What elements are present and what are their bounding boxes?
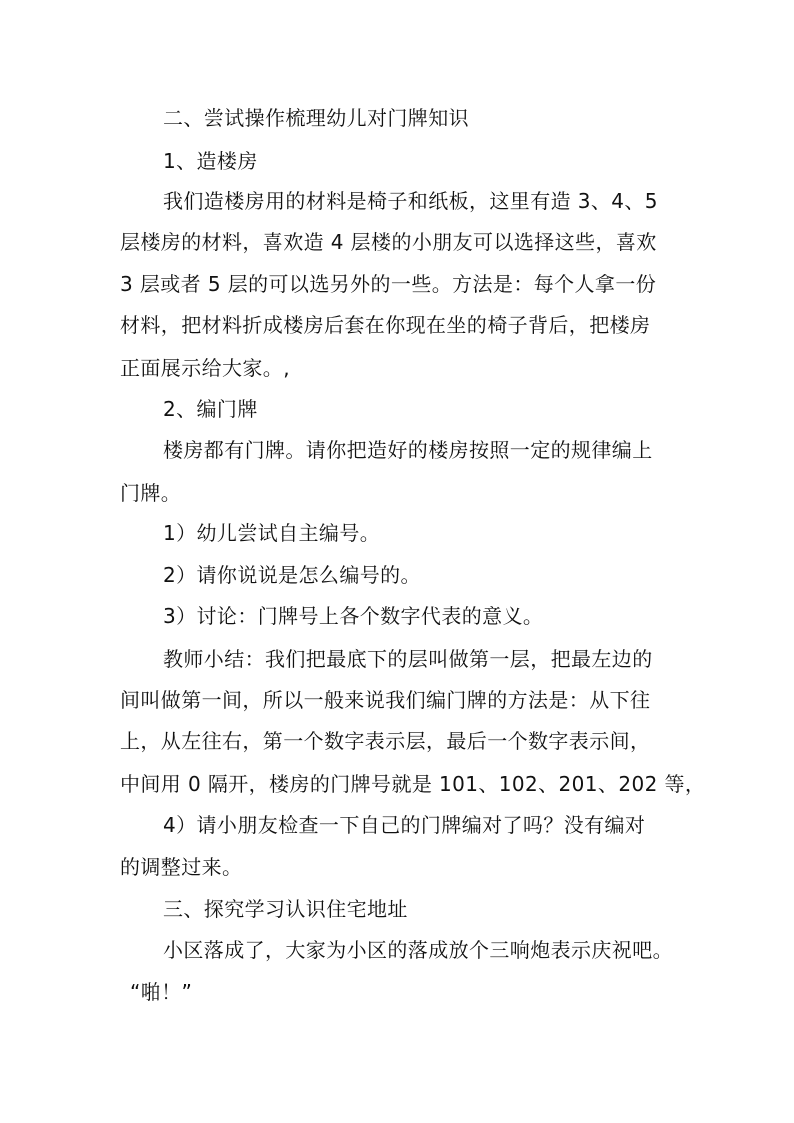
paragraph-line: 楼房都有门牌。请你把造好的楼房按照一定的规律编上 bbox=[163, 438, 653, 462]
paragraph-line: “啪！” bbox=[130, 980, 193, 1004]
paragraph-line: 3 层或者 5 层的可以选另外的一些。方法是：每个人拿一份 bbox=[120, 272, 657, 296]
paragraph-line: 上，从左往右，第一个数字表示层，最后一个数字表示间， bbox=[120, 729, 651, 753]
paragraph-line: 中间用 0 隔开，楼房的门牌号就是 101、102、201、202 等， bbox=[120, 772, 706, 796]
paragraph-line: 门牌。 bbox=[120, 481, 182, 505]
paragraph-line: 层楼房的材料，喜欢造 4 层楼的小朋友可以选择这些，喜欢 bbox=[120, 230, 657, 254]
list-item: 1）幼儿尝试自主编号。 bbox=[163, 521, 381, 545]
subheading-build-house: 1、造楼房 bbox=[163, 149, 258, 173]
paragraph-line: 我们造楼房用的材料是椅子和纸板，这里有造 3、4、5 bbox=[163, 189, 658, 213]
list-item: 4）请小朋友检查一下自己的门牌编对了吗？没有编对 bbox=[163, 813, 646, 837]
section-heading-3: 三、探究学习认识住宅地址 bbox=[163, 897, 408, 921]
list-item: 2）请你说说是怎么编号的。 bbox=[163, 563, 421, 587]
section-heading-2: 二、尝试操作梳理幼儿对门牌知识 bbox=[163, 106, 469, 130]
paragraph-line: 小区落成了，大家为小区的落成放个三响炮表示庆祝吧。 bbox=[163, 938, 673, 962]
subheading-door-number: 2、编门牌 bbox=[163, 397, 258, 421]
paragraph-line: 教师小结：我们把最底下的层叫做第一层，把最左边的 bbox=[163, 647, 653, 671]
paragraph-line: 材料，把材料折成楼房后套在你现在坐的椅子背后，把楼房 bbox=[120, 313, 651, 337]
paragraph-line: 间叫做第一间，所以一般来说我们编门牌的方法是：从下往 bbox=[120, 688, 651, 712]
list-item: 3）讨论：门牌号上各个数字代表的意义。 bbox=[163, 604, 544, 628]
paragraph-line: 正面展示给大家。, bbox=[120, 356, 290, 380]
paragraph-line: 的调整过来。 bbox=[120, 855, 243, 879]
